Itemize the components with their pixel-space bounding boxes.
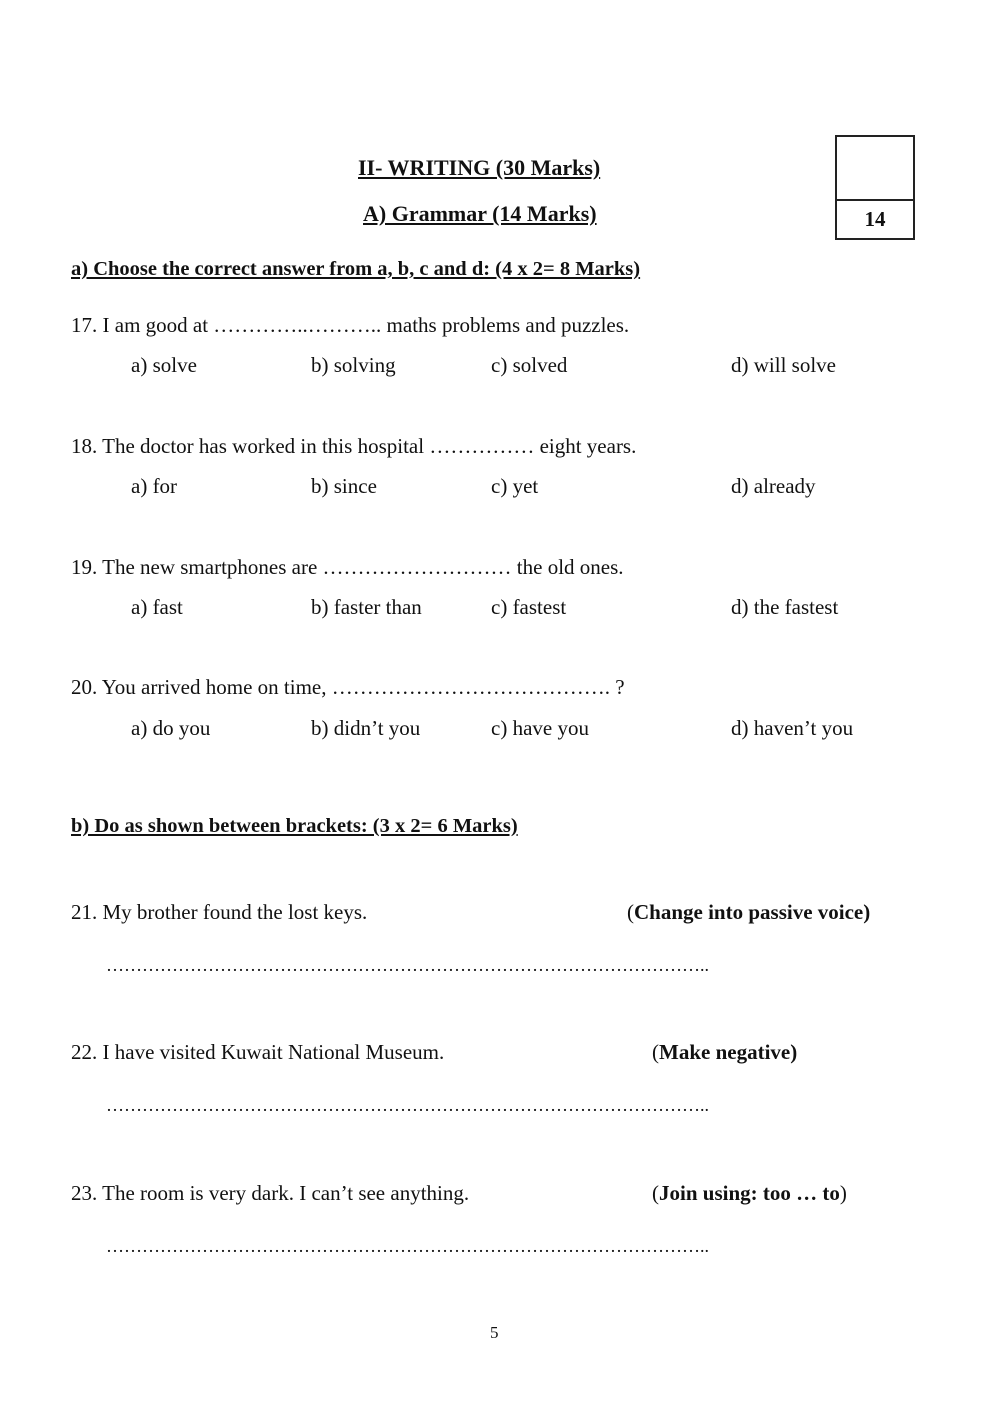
question-23-close-bracket: ) (839, 1181, 847, 1205)
question-19-option-b[interactable]: b) faster than (311, 595, 422, 619)
question-19-option-a[interactable]: a) fast (131, 595, 183, 619)
question-18-option-d[interactable]: d) already (731, 474, 816, 498)
question-18-option-a[interactable]: a) for (131, 474, 178, 498)
question-20-option-d[interactable]: d) haven’t you (731, 716, 854, 740)
score-box-divider (837, 199, 913, 201)
question-19-option-d[interactable]: d) the fastest (731, 595, 839, 619)
question-19-stem: 19. The new smartphones are ……………………… the old ones. (71, 555, 624, 579)
question-22-answer-line[interactable]: ……………………………………………………………………………………….. (106, 1095, 709, 1115)
question-23-instruction (652, 1181, 847, 1206)
question-21-answer-line[interactable]: ……………………………………………………………………………………….. (106, 955, 709, 975)
question-22-instruction-text: Make negative) (659, 1040, 798, 1064)
question-20-option-b[interactable]: b) didn’t you (311, 716, 421, 740)
writing-title: II- WRITING (30 Marks) (358, 155, 601, 180)
question-20-option-a[interactable]: a) do you (131, 716, 211, 740)
question-23-open-bracket: ( (652, 1181, 659, 1205)
question-23-sentence: 23. The room is very dark. I can’t see anything. (71, 1181, 470, 1205)
page-number: 5 (490, 1323, 499, 1342)
question-21-instruction (627, 900, 870, 925)
question-18-option-b[interactable]: b) since (311, 474, 377, 498)
question-17-option-c[interactable]: c) solved (491, 353, 568, 377)
question-20-stem: 20. You arrived home on time, …………………………………. ? (71, 675, 625, 699)
question-22-instruction (652, 1040, 797, 1065)
question-20-option-c[interactable]: c) have you (491, 716, 589, 740)
question-19-option-c[interactable]: c) fastest (491, 595, 567, 619)
question-22-sentence: 22. I have visited Kuwait National Museum. (71, 1040, 445, 1064)
question-18-option-c[interactable]: c) yet (491, 474, 539, 498)
question-17-stem: 17. I am good at …………..……….. maths problems and puzzles. (71, 313, 630, 337)
question-21-instruction-text: Change into passive voice) (634, 900, 871, 924)
question-22-open-bracket: ( (652, 1040, 659, 1064)
question-21-open-bracket: ( (627, 900, 634, 924)
grammar-title: A) Grammar (14 Marks) (363, 201, 597, 226)
question-17-option-a[interactable]: a) solve (131, 353, 197, 377)
section-a-heading: a) Choose the correct answer from a, b, c and d: (4 x 2= 8 Marks) (71, 258, 641, 280)
question-21-sentence: 21. My brother found the lost keys. (71, 900, 368, 924)
question-18-stem: 18. The doctor has worked in this hospital …………… eight years. (71, 434, 637, 458)
question-17-option-b[interactable]: b) solving (311, 353, 396, 377)
score-box-total: 14 (864, 207, 886, 231)
question-23-instruction-text: Join using: too … to (659, 1181, 840, 1205)
score-box (835, 135, 915, 240)
section-b-heading: b) Do as shown between brackets: (3 x 2= 6 Marks) (71, 815, 518, 837)
question-17-option-d[interactable]: d) will solve (731, 353, 836, 377)
question-23-answer-line[interactable]: ……………………………………………………………………………………….. (106, 1236, 709, 1256)
